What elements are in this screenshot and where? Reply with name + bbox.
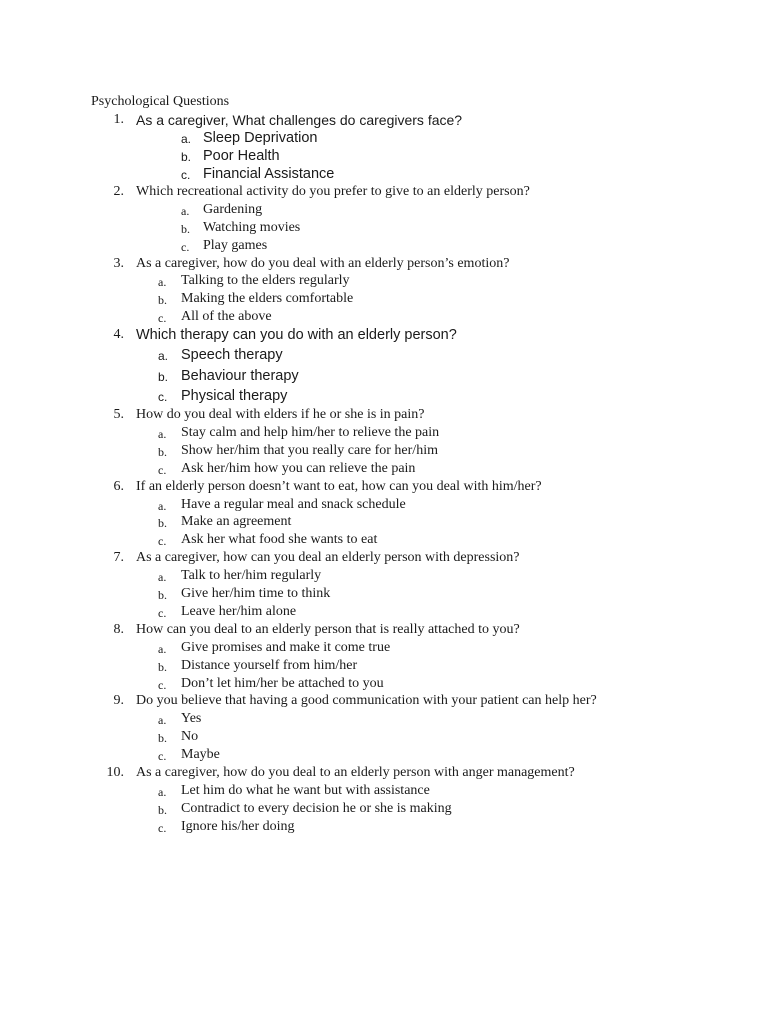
option-letter: b.: [158, 370, 169, 384]
option-letter: b.: [158, 803, 167, 817]
question-text: As a caregiver, What challenges do caregivers face?: [136, 112, 463, 128]
option-text: Contradict to every decision he or she is making: [181, 801, 452, 816]
option-letter: a.: [158, 642, 167, 656]
question-text: Do you believe that having a good communication with your patient can help her?: [136, 693, 597, 708]
question-text: How do you deal with elders if he or she is in pain?: [136, 407, 425, 422]
option-letter: c.: [158, 390, 168, 404]
question-number: 4.: [113, 327, 124, 342]
option-letter: a.: [158, 570, 167, 584]
question-text: As a caregiver, how do you deal to an elderly person with anger management?: [136, 765, 575, 780]
question-number: 2.: [113, 184, 124, 199]
option-text: Let him do what he want but with assistance: [181, 783, 430, 798]
question-number: 6.: [113, 479, 124, 494]
option-text: Have a regular meal and snack schedule: [181, 497, 406, 512]
option-letter: b.: [181, 150, 192, 164]
option-text: Poor Health: [203, 148, 280, 164]
question-number: 3.: [113, 256, 124, 271]
option-letter: c.: [158, 749, 167, 763]
option-letter: b.: [158, 516, 167, 530]
option-text: Yes: [181, 711, 202, 726]
option-letter: a.: [158, 427, 167, 441]
option-letter: b.: [181, 222, 190, 236]
option-text: Maybe: [181, 747, 220, 762]
option-letter: a.: [158, 499, 167, 513]
option-letter: b.: [158, 588, 167, 602]
option-letter: b.: [158, 731, 167, 745]
option-text: Play games: [203, 238, 268, 253]
question-number: 7.: [113, 550, 124, 565]
option-letter: a.: [158, 713, 167, 727]
option-letter: b.: [158, 445, 167, 459]
option-letter: c.: [181, 240, 190, 254]
question-number: 8.: [113, 622, 124, 637]
option-text: Ask her what food she wants to eat: [181, 532, 378, 547]
option-letter: a.: [158, 785, 167, 799]
option-letter: b.: [158, 660, 167, 674]
document-title: Psychological Questions: [91, 94, 230, 109]
option-text: Talking to the elders regularly: [181, 273, 350, 288]
option-text: Ignore his/her doing: [181, 819, 295, 834]
option-text: All of the above: [181, 309, 272, 324]
option-letter: b.: [158, 293, 167, 307]
question-number: 10.: [106, 765, 124, 780]
option-text: Sleep Deprivation: [203, 130, 318, 146]
option-letter: c.: [158, 534, 167, 548]
question-number: 9.: [113, 693, 124, 708]
question-text: Which therapy can you do with an elderly person?: [136, 327, 457, 343]
option-text: Watching movies: [203, 220, 301, 235]
question-text: As a caregiver, how do you deal with an elderly person’s emotion?: [136, 256, 510, 271]
option-text: Give her/him time to think: [181, 586, 331, 601]
option-letter: c.: [158, 678, 167, 692]
option-letter: a.: [158, 275, 167, 289]
question-number: 1.: [113, 112, 124, 127]
option-text: Talk to her/him regularly: [181, 568, 322, 583]
option-text: Make an agreement: [181, 514, 292, 529]
option-text: Gardening: [203, 202, 263, 217]
question-text: How can you deal to an elderly person that is really attached to you?: [136, 622, 520, 637]
option-text: Show her/him that you really care for her/him: [181, 443, 438, 458]
option-letter: c.: [158, 821, 167, 835]
option-letter: c.: [181, 168, 191, 182]
option-text: Stay calm and help him/her to relieve the pain: [181, 425, 440, 440]
option-text: Behaviour therapy: [181, 368, 299, 384]
question-text: As a caregiver, how can you deal an elderly person with depression?: [136, 550, 520, 565]
option-text: Making the elders comfortable: [181, 291, 354, 306]
option-text: Leave her/him alone: [181, 604, 297, 619]
question-text: If an elderly person doesn’t want to eat, how can you deal with him/her?: [136, 479, 542, 494]
option-text: Financial Assistance: [203, 166, 335, 182]
option-text: Speech therapy: [181, 347, 283, 363]
option-letter: a.: [158, 349, 169, 363]
option-letter: c.: [158, 311, 167, 325]
question-number: 5.: [113, 407, 124, 422]
option-text: Physical therapy: [181, 388, 288, 404]
option-text: Give promises and make it come true: [181, 640, 391, 655]
option-text: Ask her/him how you can relieve the pain: [181, 461, 416, 476]
option-text: Distance yourself from him/her: [181, 658, 358, 673]
option-letter: c.: [158, 606, 167, 620]
option-letter: a.: [181, 204, 190, 218]
option-text: Don’t let him/her be attached to you: [181, 676, 384, 691]
question-text: Which recreational activity do you prefer to give to an elderly person?: [136, 184, 530, 199]
option-text: No: [181, 729, 199, 744]
option-letter: a.: [181, 132, 192, 146]
option-letter: c.: [158, 463, 167, 477]
